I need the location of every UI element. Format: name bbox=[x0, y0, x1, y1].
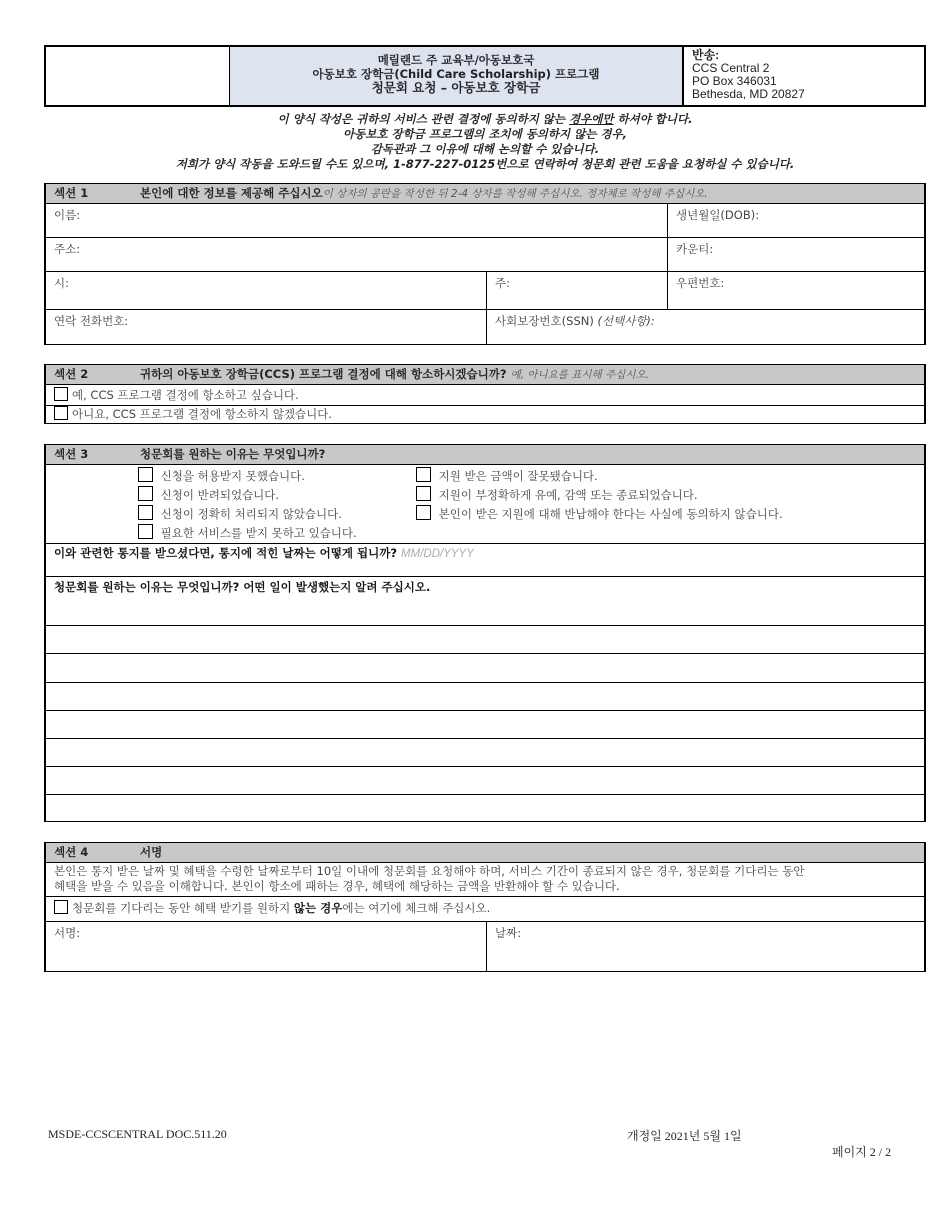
section-2 bbox=[44, 364, 926, 424]
ssn-label: 사회보장번호(SSN) bbox=[495, 314, 594, 328]
waive-benefits-option[interactable] bbox=[54, 900, 920, 916]
reason-checkbox[interactable] bbox=[138, 467, 153, 482]
reason-not-accepted[interactable] bbox=[138, 467, 418, 486]
intro-line-2: 아동보호 장학금 프로그램의 조치에 동의하지 않는 경우, bbox=[343, 127, 627, 141]
reason-label: 지원이 부정확하게 유예, 감액 또는 종료되었습니다. bbox=[438, 488, 698, 502]
appeal-yes-option[interactable] bbox=[54, 387, 914, 405]
section-1-number: 섹션 1 bbox=[54, 186, 89, 200]
phone-field[interactable] bbox=[46, 310, 487, 344]
reason-label: 필요한 서비스를 받지 못하고 있습니다. bbox=[160, 526, 357, 540]
appeal-no-label: 아니요, CCS 프로그램 결정에 항소하지 않겠습니다. bbox=[72, 407, 333, 421]
reason-wrong-amount[interactable] bbox=[416, 467, 916, 486]
state-label: 주: bbox=[495, 276, 510, 290]
section-1-title: 본인에 대한 정보를 제공해 주십시오 bbox=[140, 186, 323, 200]
form-title: 청문회 요청 – 아동보호 장학금 bbox=[371, 80, 541, 95]
section-2-note: 예, 아니요를 표시해 주십시오. bbox=[510, 369, 649, 381]
header-program: 아동보호 장학금(Child Care Scholarship) 프로그램 bbox=[312, 67, 600, 81]
date-label: 날짜: bbox=[495, 926, 522, 940]
name-field[interactable] bbox=[46, 204, 668, 238]
name-label: 이름: bbox=[54, 208, 81, 222]
intro-instructions bbox=[44, 112, 926, 172]
return-line-3: Bethesda, MD 20827 bbox=[692, 87, 805, 101]
state-field[interactable] bbox=[487, 272, 668, 310]
waive-text-bold: 않는 경우 bbox=[293, 901, 343, 915]
appeal-no-option[interactable] bbox=[54, 406, 914, 424]
notice-date-field[interactable] bbox=[54, 545, 914, 575]
header-agency: 메릴랜드 주 교육부/아동보호국 bbox=[377, 53, 535, 67]
reason-checkbox[interactable] bbox=[138, 524, 153, 539]
reason-suspended-reduced[interactable] bbox=[416, 486, 916, 505]
reason-no-services[interactable] bbox=[138, 524, 418, 543]
phone-label: 연락 전화번호: bbox=[54, 314, 129, 328]
return-line-2: PO Box 346031 bbox=[692, 74, 777, 88]
reason-checkbox[interactable] bbox=[138, 486, 153, 501]
return-address bbox=[686, 47, 926, 105]
zip-field[interactable] bbox=[668, 272, 924, 310]
reason-disagree-repay[interactable] bbox=[416, 505, 916, 524]
waive-text-b: 에는 여기에 체크해 주십시오. bbox=[342, 901, 491, 915]
intro-line-4: 저희가 양식 작동을 도와드릴 수도 있으며, 1-877-227-0125번으로 연락하여 청문회 관련 도움을 요청하실 수 있습니다. bbox=[175, 157, 795, 171]
writing-line bbox=[46, 710, 924, 711]
reason-label: 신청이 정확히 처리되지 않았습니다. bbox=[160, 507, 342, 521]
section-3 bbox=[44, 444, 926, 822]
form-header bbox=[44, 45, 926, 107]
section-3-title: 청문회를 원하는 이유는 무엇입니까? bbox=[140, 447, 326, 461]
ssn-optional: (선택사항): bbox=[597, 314, 655, 328]
appeal-yes-checkbox[interactable] bbox=[54, 387, 68, 401]
statement-line-2: 혜택을 받을 수 있음을 이해합니다. 본인이 항소에 패하는 경우, 혜택에 해당하는 금액을 반환해야 할 수 있습니다. bbox=[54, 879, 620, 893]
writing-line bbox=[46, 766, 924, 767]
footer-revised-date: 개정일 2021년 5월 1일 bbox=[627, 1129, 742, 1143]
intro-line-1 bbox=[44, 112, 926, 127]
city-label: 시: bbox=[54, 276, 69, 290]
section-2-header bbox=[46, 365, 924, 385]
intro-line-1-b: 하셔야 합니다. bbox=[613, 112, 693, 126]
address-label: 주소: bbox=[54, 242, 81, 256]
section-3-header bbox=[46, 445, 924, 465]
county-field[interactable] bbox=[668, 238, 924, 272]
section-3-number: 섹션 3 bbox=[54, 447, 89, 461]
reason-label: 신청을 허용받지 못했습니다. bbox=[160, 469, 305, 483]
section-3-divider bbox=[46, 543, 924, 544]
section-1 bbox=[44, 183, 926, 345]
explanation-lines[interactable] bbox=[46, 625, 924, 821]
signature-statement bbox=[54, 864, 920, 894]
signature-field[interactable] bbox=[46, 922, 487, 971]
reasons-left-list bbox=[138, 467, 418, 543]
waive-benefits-checkbox[interactable] bbox=[54, 900, 68, 914]
reason-label: 지원 받은 금액이 잘못됐습니다. bbox=[438, 469, 598, 483]
appeal-no-checkbox[interactable] bbox=[54, 406, 68, 420]
footer-doc-id: MSDE-CCSCENTRAL DOC.511.20 bbox=[48, 1127, 227, 1141]
writing-line bbox=[46, 794, 924, 795]
reason-label: 본인이 받은 지원에 대해 반납해야 한다는 사실에 동의하지 않습니다. bbox=[438, 507, 783, 521]
header-blank-cell bbox=[46, 47, 230, 105]
dob-field[interactable] bbox=[668, 204, 924, 238]
why-question: 청문회를 원하는 이유는 무엇입니까? 어떤 일이 발생했는지 알려 주십시오. bbox=[54, 580, 431, 594]
notice-date-placeholder: MM/DD/YYYY bbox=[401, 548, 474, 560]
reason-not-processed[interactable] bbox=[138, 505, 418, 524]
address-field[interactable] bbox=[46, 238, 668, 272]
footer-page-number: 페이지 2 / 2 bbox=[832, 1145, 892, 1159]
writing-line bbox=[46, 653, 924, 654]
intro-line-1-a: 이 양식 작성은 귀하의 서비스 관련 결정에 동의하지 않는 bbox=[277, 112, 570, 126]
section-4-divider bbox=[46, 896, 924, 897]
signature-label: 서명: bbox=[54, 926, 81, 940]
section-4-title: 서명 bbox=[140, 845, 163, 859]
waive-text-a: 청문회를 기다리는 동안 혜택 받기를 원하지 bbox=[72, 901, 294, 915]
section-1-note: 이 상자의 공란을 작성한 뒤 2-4 상자를 작성해 주십시오. 정자체로 작성해 주십시오. bbox=[322, 188, 708, 200]
section-4-header bbox=[46, 843, 924, 863]
reason-denied[interactable] bbox=[138, 486, 418, 505]
city-field[interactable] bbox=[46, 272, 487, 310]
date-field[interactable] bbox=[487, 922, 924, 971]
dob-label: 생년월일(DOB): bbox=[676, 208, 760, 222]
appeal-yes-label: 예, CCS 프로그램 결정에 항소하고 싶습니다. bbox=[72, 388, 299, 402]
writing-line bbox=[46, 738, 924, 739]
ssn-field[interactable] bbox=[487, 310, 924, 344]
reason-label: 신청이 반려되었습니다. bbox=[160, 488, 280, 502]
county-label: 카운티: bbox=[676, 242, 714, 256]
zip-label: 우편번호: bbox=[676, 276, 725, 290]
reasons-right-list bbox=[416, 467, 916, 524]
section-4-number: 섹션 4 bbox=[54, 845, 89, 859]
reason-checkbox[interactable] bbox=[416, 467, 431, 482]
notice-date-question: 이와 관련한 통지를 받으셨다면, 통지에 적힌 날짜는 어떻게 됩니까? bbox=[54, 546, 398, 560]
reason-checkbox[interactable] bbox=[138, 505, 153, 520]
header-title-block bbox=[230, 47, 684, 105]
section-1-header bbox=[46, 184, 924, 204]
section-2-number: 섹션 2 bbox=[54, 367, 89, 381]
reason-checkbox[interactable] bbox=[416, 505, 431, 520]
intro-line-3: 감독관과 그 이유에 대해 논의할 수 있습니다. bbox=[370, 142, 600, 156]
section-3-divider bbox=[46, 576, 924, 577]
statement-line-1: 본인은 통지 받은 날짜 및 혜택을 수령한 날짜로부터 10일 이내에 청문회를 요청해야 하며, 서비스 기간이 종료되지 않은 경우, 청문회를 기다리는 동안 bbox=[54, 864, 805, 878]
return-label: 반송: bbox=[692, 48, 720, 62]
intro-line-1-underline: 경우에만 bbox=[569, 112, 614, 126]
return-line-1: CCS Central 2 bbox=[692, 61, 770, 75]
writing-line bbox=[46, 625, 924, 626]
section-4 bbox=[44, 842, 926, 972]
reason-checkbox[interactable] bbox=[416, 486, 431, 501]
writing-line bbox=[46, 682, 924, 683]
section-2-title: 귀하의 아동보호 장학금(CCS) 프로그램 결정에 대해 항소하시겠습니까? bbox=[140, 367, 507, 381]
